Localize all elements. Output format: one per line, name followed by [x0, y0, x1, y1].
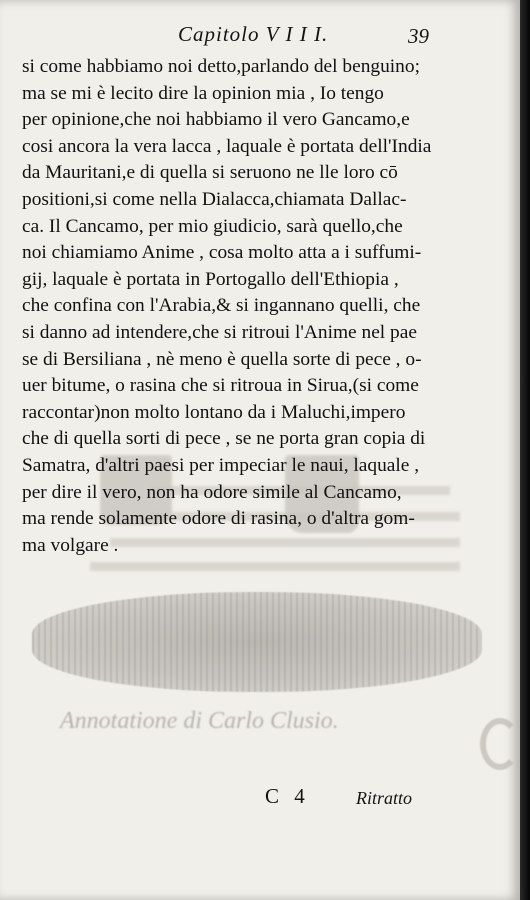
- page-header: [0, 22, 520, 52]
- text-line: si come habbiamo noi detto,parlando del benguino;: [22, 56, 420, 77]
- text-line: ma volgare .: [22, 534, 119, 556]
- text-line: cosi ancora la vera lacca , laquale è portata dell'India: [22, 135, 432, 157]
- text-line: gij, laquale è portata in Portogallo dell'Ethiopia ,: [22, 268, 399, 290]
- text-line: ca. Il Cancamo, per mio giudicio, sarà quello,che: [22, 215, 403, 237]
- bleed-through-heading: Annotatione di Carlo Clusio.: [60, 708, 339, 734]
- text-line: per opinione,che noi habbiamo il vero Gancamo,e: [22, 109, 410, 131]
- text-line: raccontar)non molto lontano da i Maluchi,impero: [22, 401, 406, 423]
- page-number: 39: [408, 24, 429, 48]
- text-line: noi chiamiamo Anime , cosa molto atta a i suffumi-: [22, 242, 422, 264]
- running-head: Capitolo V I I I.: [178, 22, 329, 46]
- bleed-through-text-line: [90, 562, 460, 571]
- text-line: uer bitume, o rasina che si ritroua in Sirua,(si come: [22, 375, 419, 397]
- page-footer: [0, 784, 520, 814]
- text-line: per dire il vero, non ha odore simile al Cancamo,: [22, 481, 402, 503]
- text-line: ma se mi è lecito dire la opinion mia , Io tengo: [22, 82, 384, 104]
- text-line: da Mauritani,e di quella si seruono ne lle loro cō: [22, 162, 398, 184]
- bleed-through-illustration: [32, 592, 482, 692]
- signature-mark: C 4: [265, 784, 310, 808]
- text-line: si danno ad intendere,che si ritroui l'Anime nel pae: [22, 321, 417, 343]
- bleed-through-initial-letter: [480, 718, 520, 770]
- text-line: che confina con l'Arabia,& si ingannano quelli, che: [22, 295, 421, 317]
- text-line: Samatra, d'altri paesi per impeciar le naui, laquale ,: [22, 454, 420, 476]
- text-line: che di quella sorti di pece , se ne porta gran copia di: [22, 428, 426, 450]
- text-line: positioni,si come nella Dialacca,chiamata Dallac-: [22, 188, 407, 210]
- text-line: ma rende solamente odore di rasina, o d'altra gom-: [22, 508, 415, 530]
- page-edge-shadow: [520, 0, 530, 900]
- text-line: se di Bersiliana , nè meno è quella sorte di pece , o-: [22, 348, 422, 370]
- body-text: [22, 54, 472, 559]
- catchword: Ritratto: [356, 788, 413, 808]
